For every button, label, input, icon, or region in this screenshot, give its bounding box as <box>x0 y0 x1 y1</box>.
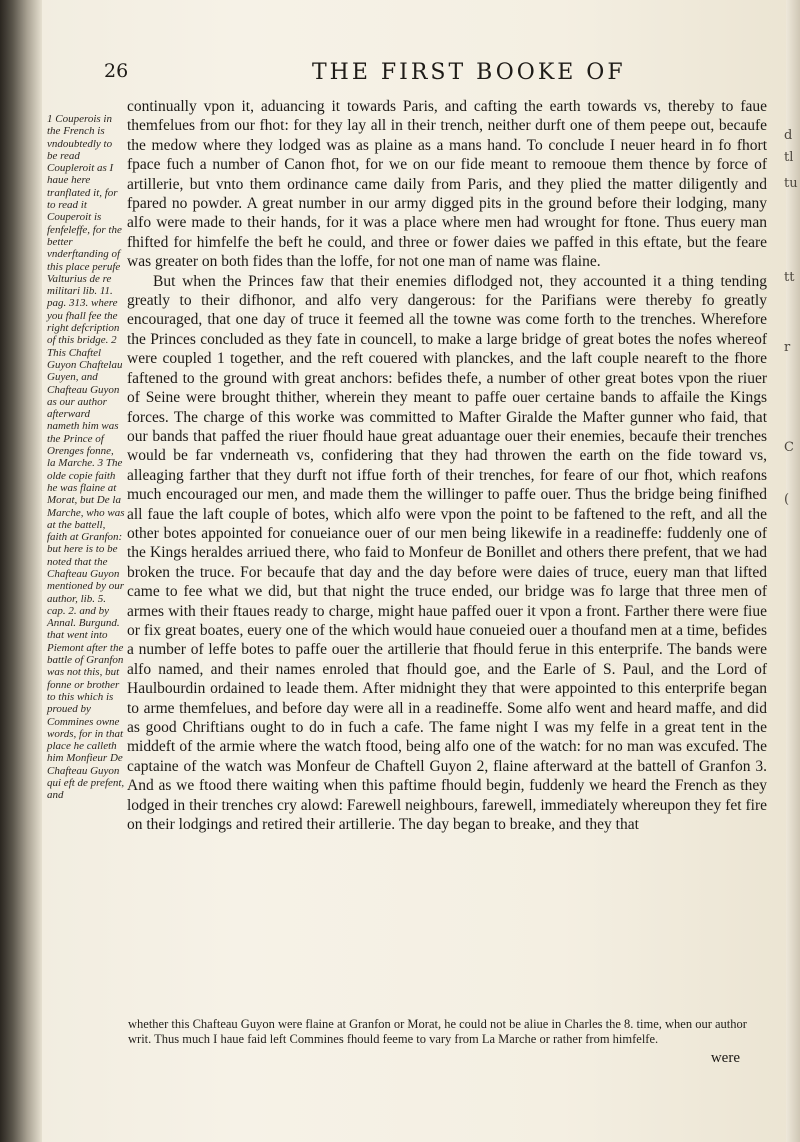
running-title: THE FIRST BOOKE OF <box>312 60 626 85</box>
bleed-through-text: tl <box>784 150 794 165</box>
bleed-through-text: r <box>784 340 791 355</box>
bleed-through-text: d <box>784 128 793 143</box>
book-spine-shadow <box>0 0 42 1142</box>
page-edge <box>786 0 800 1142</box>
body-paragraph: But when the Princes faw that their enemies diflodged not, they accounted it a thing tending greatly to their difhonor, and alfo very dangerous: for the Parifians were thereby fo greatly encouraged, that one day of truce it feemed all the towne was come forth to the trenches. Wherefore the Princes concluded as they fate in councell, to make a large bridge of great botes the nofes whereof were coupled 1 together, and the reft couered with planckes, and the laft couple neareft to the fhore faftened to the ground with great anchors: befides thefe, a number of other great botes vpon the riuer of Seine were brought thither, wherein they meant to paffe ouer certaine bands to affaile the Kings forces. The charge of this worke was committed to Mafter Giralde the Mafter gunner who faid, that our bands that paffed the riuer fhould haue great aduantage ouer their enemies, becaufe their trenches would be far vnderneath vs, confidering that they had throwen the earth on the fide toward vs, alleaging farther that they durft not iffue forth of their trenches, for feare of our fhot, which reafons much encouraged our men, and made them the willinger to paffe ouer. Thus the bridge being finifhed all faue the laft couple of botes, which alfo were vpon the point to be faftened to the reft, and all the other botes appointed for conueiance ouer of our men being likewife in a readineffe: fuddenly one of the Kings heraldes arriued there, who faid to Monfeur de Bonillet and others there prefent, that we had broken the truce. For becaufe that day and the day before were daies of truce, euery man that lifted came to fee what we did, but that night the truce ended, our bridge was fo large that three men of armes with their ftaues ready to charge, might haue paffed ouer it vpon a front. Farther there were fiue or fix great boates, euery one of the which would haue conueied ouer a thoufand men at a time, befides a number of leffe botes to paffe ouer the artillerie that fhould ferue in this enterprife. The bands were alfo named, and their names enroled that fhould goe, and the Earle of S. Paul, and the Lord of Haulbourdin ordained to leade them. After midnight they that were appointed to this enterprife began to arme themfelues, and before day were all in a readineffe. Some alfo went and heard maffe, and did as good Chriftians ought to do in fuch a cafe. The fame night I was my felfe in a great tent in the middeft of the armie where the watch ftood, being alfo one of the watch: for no man was excufed. The captaine of the watch was Monfeur de Chaftell Guyon 2, flaine afterward at the battell of Granfon 3. And as we ftood there waiting when this paftime fhould begin, fuddenly we heard the French as they lodged in their trenches cry alowd: Farewell neighbours, farewell, immediately whereupon they fet fire on their lodgings and retired their artillerie. The day began to breake, and they that <box>127 272 767 834</box>
catchword: were <box>710 1050 740 1066</box>
bleed-through-text: ( <box>784 492 790 507</box>
footnote: whether this Chafteau Guyon were flaine at Granfon or Morat, he could not be aliue in Charles the 8. time, when our author writ. Thus much I haue faid left Commines fhould feeme to vary from La Marche or rather from himfelfe. <box>128 1017 747 1046</box>
page-number: 26 <box>104 60 129 82</box>
margin-notes: 1 Couperois in the French is vndoubtedly to be read Coupleroit as I haue here tranflated it, for to read it Couperoit is fenfeleffe, for the better vnderftanding of this place perufe Valturius de re militari lib. 11. pag. 313. where you fhall fee the right defcription of this bridge. 2 This Chaftel Guyon Chaftelau Guyen, and Chafteau Guyon as our author afterward nameth him was the Prince of Orenges fonne, la Marche. 3 The olde copie faith he was flaine at Morat, but De la Marche, who was at the battell, faith at Granfon: but here is to be noted that the Chafteau Guyon mentioned by our author, lib. 5. cap. 2. and by Annal. Burgund. that went into Piemont after the battle of Granfon was not this, but fonne or brother to this which is proued by Commines owne words, for in that place he calleth him Monfieur De Chafteau Guyon qui eft de prefent, and <box>47 113 125 802</box>
body-text <box>127 97 767 834</box>
body-paragraph: continually vpon it, aduancing it towards Paris, and cafting the earth towards vs, thereby to faue themfelues from our fhot: for they lay all in their trench, neither durft one of them peepe out, becaufe the medow where they lodged was as plaine as a mans hand. To conclude I neuer heard in fo fhort fpace fuch a number of Canon fhot, for we on our fide meant to remooue them thence by force of artillerie, but vnto them ordinance came daily from Paris, and they plied the matter diligently and fpared no powder. A great number in our army digged pits in the ground before their lodging, many alfo were made to their hands, for it was a place where men had wrought for ftone. Thus euery man fhifted for himfelfe the beft he could, and three or fower daies we paffed in this eftate, but the feare was greater on both fides than the loffe, for not one man of name was flaine. <box>127 98 767 271</box>
bleed-through-text: tt <box>784 270 795 285</box>
bleed-through-text: C <box>784 440 794 455</box>
page-header <box>40 60 780 90</box>
bleed-through-text: tu <box>784 176 798 191</box>
